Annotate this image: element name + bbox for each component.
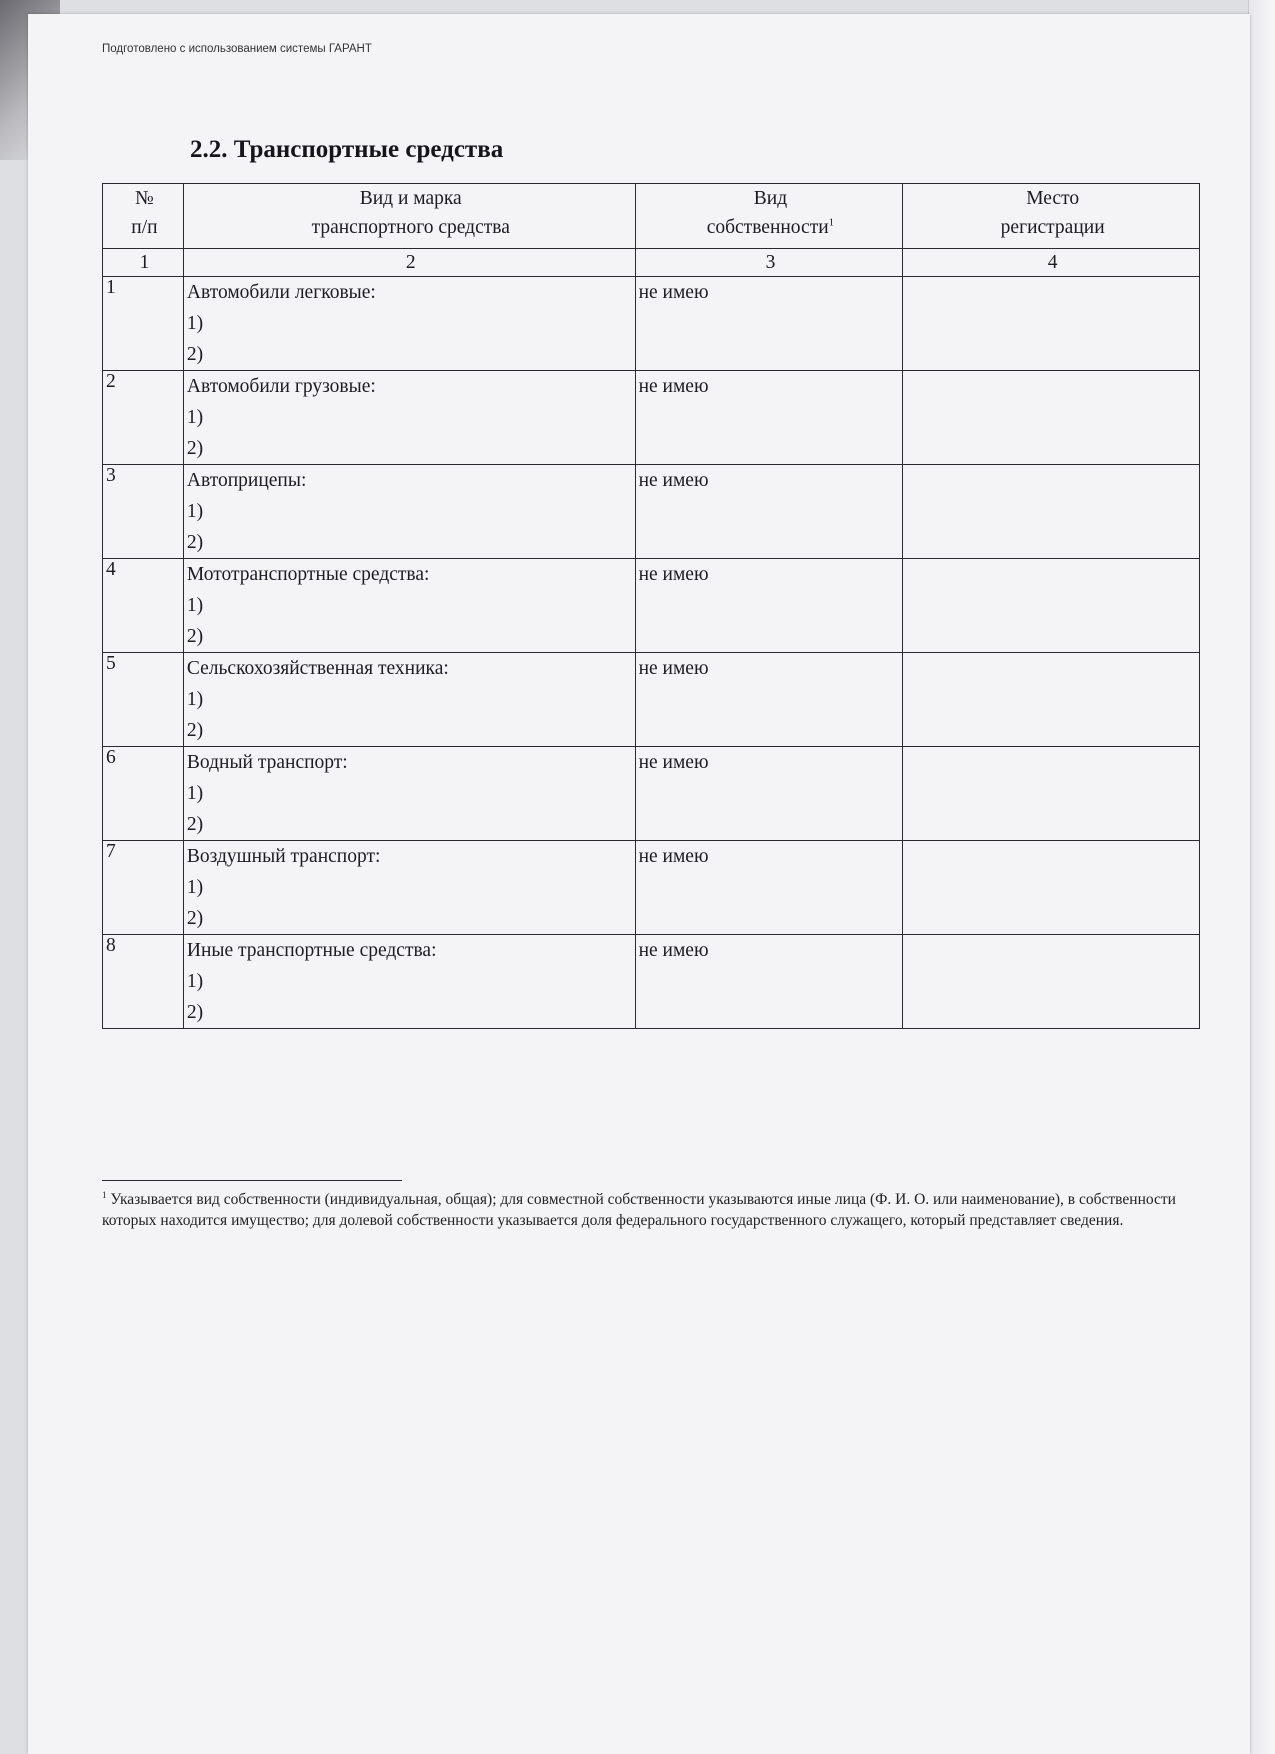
vehicle-cell: [183, 935, 635, 1029]
row-number: 2: [103, 371, 184, 465]
ownership-value: не имею: [638, 846, 709, 867]
vehicle-cell: [183, 841, 635, 935]
registration-cell: [903, 747, 1200, 841]
vehicle-item-2: 2): [186, 438, 204, 459]
ownership-value: не имею: [638, 940, 709, 961]
vehicle-category: Автомобили грузовые:: [186, 376, 376, 397]
vehicle-cell: [183, 653, 635, 747]
column-number: 4: [903, 249, 1200, 277]
header-registration-line2: регистрации: [1000, 217, 1105, 238]
footnote-divider: [102, 1180, 402, 1181]
column-number-row: [103, 249, 1200, 277]
vehicle-item-2: 2): [186, 908, 204, 929]
footnote-marker: 1: [102, 1189, 107, 1200]
vehicle-item-2: 2): [186, 532, 204, 553]
ownership-value: не имею: [638, 376, 709, 397]
ownership-cell: [635, 747, 903, 841]
ownership-cell: [635, 841, 903, 935]
header-ownership-line1: Вид: [753, 188, 788, 209]
vehicle-item-2: 2): [186, 720, 204, 741]
vehicle-item-2: 2): [186, 814, 204, 835]
header-number-line2: п/п: [131, 217, 158, 238]
row-number: 1: [103, 277, 184, 371]
header-number: [103, 184, 184, 249]
registration-cell: [903, 653, 1200, 747]
header-vehicle-type-line2: транспортного средства: [311, 217, 510, 238]
section-title: 2.2. Транспортные средства: [190, 136, 504, 163]
ownership-value: не имею: [638, 282, 709, 303]
ownership-value: не имею: [638, 564, 709, 585]
row-number: 6: [103, 747, 184, 841]
table-row: [103, 559, 1200, 653]
vehicle-cell: [183, 747, 635, 841]
registration-cell: [903, 371, 1200, 465]
vehicle-cell: [183, 559, 635, 653]
vehicle-item-1: 1): [186, 595, 204, 616]
scan-right-edge: [1248, 0, 1275, 1754]
vehicle-item-1: 1): [186, 783, 204, 804]
vehicle-category: Иные транспортные средства:: [186, 940, 437, 961]
vehicle-cell: [183, 277, 635, 371]
header-note: Подготовлено с использованием системы ГАРАНТ: [102, 43, 372, 55]
ownership-cell: [635, 559, 903, 653]
vehicle-item-2: 2): [186, 344, 204, 365]
vehicle-category: Воздушный транспорт:: [186, 846, 381, 867]
table-row: [103, 935, 1200, 1029]
header-ownership-line2: собственности: [706, 217, 829, 238]
table-row: [103, 465, 1200, 559]
ownership-cell: [635, 465, 903, 559]
header-vehicle-type-line1: Вид и марка: [359, 188, 462, 209]
row-number: 7: [103, 841, 184, 935]
column-number: 2: [183, 249, 635, 277]
header-vehicle-type: [183, 184, 635, 249]
footnote-text: Указывается вид собственности (индивидуальная, общая); для совместной собственности указываются иные лица (Ф. И. О. или наименование), в собственности которых находится имущество; для долевой собственности указывается доля федерального государственного служащего, который представляет сведения.: [102, 1191, 1176, 1229]
vehicle-category: Автомобили легковые:: [186, 282, 376, 303]
column-number: 3: [635, 249, 903, 277]
ownership-cell: [635, 371, 903, 465]
table-row: [103, 653, 1200, 747]
table-row: [103, 747, 1200, 841]
row-number: 4: [103, 559, 184, 653]
header-ownership: [635, 184, 903, 249]
vehicle-cell: [183, 371, 635, 465]
vehicle-category: Автоприцепы:: [186, 470, 307, 491]
vehicle-item-1: 1): [186, 877, 204, 898]
vehicle-item-1: 1): [186, 407, 204, 428]
vehicle-rows: [103, 277, 1200, 1029]
vehicle-category: Мототранспортные средства:: [186, 564, 430, 585]
registration-cell: [903, 559, 1200, 653]
ownership-cell: [635, 653, 903, 747]
table-header-row: [103, 184, 1200, 249]
table-row: [103, 371, 1200, 465]
row-number: 3: [103, 465, 184, 559]
registration-cell: [903, 841, 1200, 935]
vehicle-item-2: 2): [186, 1002, 204, 1023]
vehicle-category: Сельскохозяйственная техника:: [186, 658, 449, 679]
ownership-cell: [635, 277, 903, 371]
vehicle-category: Водный транспорт:: [186, 752, 348, 773]
ownership-value: не имею: [638, 470, 709, 491]
ownership-cell: [635, 935, 903, 1029]
vehicle-item-1: 1): [186, 971, 204, 992]
vehicle-item-2: 2): [186, 626, 204, 647]
vehicle-cell: [183, 465, 635, 559]
table-row: [103, 841, 1200, 935]
header-number-line1: №: [135, 188, 154, 209]
ownership-value: не имею: [638, 658, 709, 679]
row-number: 8: [103, 935, 184, 1029]
row-number: 5: [103, 653, 184, 747]
registration-cell: [903, 277, 1200, 371]
vehicle-item-1: 1): [186, 501, 204, 522]
vehicle-item-1: 1): [186, 313, 204, 334]
ownership-value: не имею: [638, 752, 709, 773]
header-registration-line1: Место: [1026, 188, 1080, 209]
footnote: [102, 1189, 1200, 1231]
registration-cell: [903, 465, 1200, 559]
header-ownership-footnote-ref: 1: [828, 216, 835, 229]
header-registration: [903, 184, 1200, 249]
registration-cell: [903, 935, 1200, 1029]
vehicles-table: [102, 183, 1200, 1029]
table-row: [103, 277, 1200, 371]
vehicle-item-1: 1): [186, 689, 204, 710]
column-number: 1: [103, 249, 184, 277]
